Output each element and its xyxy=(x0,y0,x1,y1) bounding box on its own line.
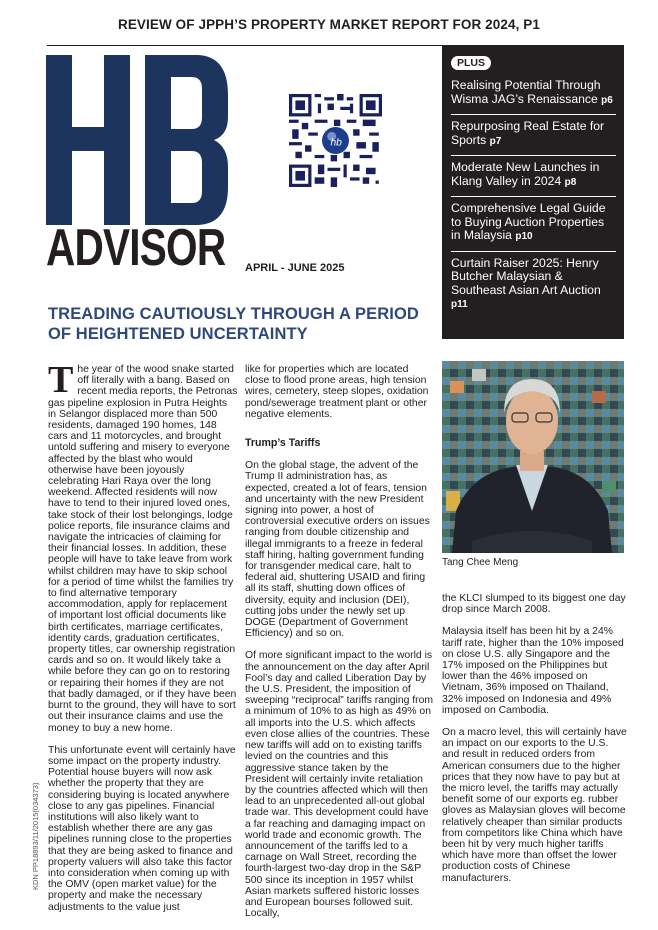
article-paragraph: On a macro level, this will certainly have an impact on our exports to the U.S. and result in reduced orders from American consumers due to the higher prices that they now have to pay but at the micro level, the tariffs may actually benefit some of our exports eg. rubber gloves as Malaysian gloves will become relatively cheaper than similar products from competitors like China which have been hit by very much higher tariffs which have more than offset the lower production costs of Chinese manufacturers. xyxy=(442,727,627,884)
plus-badge: PLUS xyxy=(451,56,491,70)
article-headline: TREADING CAUTIOUSLY THROUGH A PERIOD OF HEIGHTENED UNCERTAINTY xyxy=(48,305,419,343)
photo-caption: Tang Chee Meng xyxy=(442,557,519,568)
article-paragraph: Of more significant impact to the world is the announcement on the day after April Fool’s day and called Liberation Day by the U.S. President, the imposition of sweeping “reciprocal” tariffs ranging from a minimum of 10% to as high as 49% on all imports into the U.S. which affects even close allies of the countries. These new tariffs will add on to existing tariffs levied on the countries and this aggressive stance taken by the President will certainly invite retaliation by the countries affected which will then lead to an unprecedented all-out global trade war. This development could have a far reaching and damaging impact on world trade and economic growth. The announcement of the tariffs led to a carnage on Wall Street, recording the fourth-largest two-day drop in the S&P 500 since its inception in 1957 whilst Asian markets suffered historic losses and European bourses followed suit. Locally, xyxy=(245,650,434,920)
plus-item-page: p8 xyxy=(564,176,577,188)
issue-date: APRIL - JUNE 2025 xyxy=(245,262,345,274)
plus-item-title: Curtain Raiser 2025: Henry Butcher Malaysian & Southeast Asian Art Auction xyxy=(451,255,601,297)
plus-item-title: Comprehensive Legal Guide to Buying Auction Properties in Malaysia xyxy=(451,201,606,242)
plus-contents-panel xyxy=(442,45,624,339)
plus-item-page: p11 xyxy=(451,299,468,310)
plus-item[interactable] xyxy=(451,156,616,197)
plus-item[interactable] xyxy=(451,115,616,156)
article-paragraph xyxy=(48,359,238,734)
article-paragraph: This unfortunate event will certainly have some impact on the property industry. Potential house buyers will now ask whether the property that they are considering buying is located anywhere close to any gas pipelines. Financial institutions will also likely want to establish whether there are any gas pipelines running close to the properties that they are being asked to finance and property valuers will also take this factor into consideration when coming up with the OMV (open market value) for the property and make the necessary adjustments to the value just xyxy=(48,744,236,913)
qr-logo-text: hb xyxy=(330,137,342,149)
plus-item-title: Moderate New Launches in Klang Valley in 2024 xyxy=(451,160,600,188)
plus-item[interactable] xyxy=(451,74,616,115)
logo-b-letter xyxy=(145,55,228,225)
author-photo xyxy=(442,361,624,553)
qr-code-icon[interactable] xyxy=(289,94,382,187)
photo-face xyxy=(506,388,558,454)
article-column-3 xyxy=(442,593,627,895)
article-paragraph: Malaysia itself has been hit by a 24% tariff rate, higher than the 10% imposed on close U.S. ally Singapore and the 17% imposed on the Philippines but lower than the 46% imposed on Vietnam, 36% imposed on Thailand, 32% imposed on Indonesia and 49% imposed on Cambodia. xyxy=(442,626,624,716)
plus-item-page: p6 xyxy=(601,94,613,106)
article-paragraph: On the global stage, the advent of the Trump II administration has, as expected, created a lot of fears, tension and uncertainty with the new President signing into power, a host of controversial executive orders on issues ranging from double citizenship and illegal immigrants to a freeze in federal staff hiring, halting government funding for transgender medical care, halt to federal aid, shuttering USAID and firing all its staff, shutting down offices of diversity, equity and inclusion (DEI), cutting jobs under the newly set up DOGE (Department of Government Efficiency) and so on. xyxy=(245,460,430,640)
page-header-title: REVIEW OF JPPH’S PROPERTY MARKET REPORT FOR 2024, P1 xyxy=(117,17,541,32)
section-subhead: Trump’s Tariffs xyxy=(245,437,321,450)
plus-item[interactable] xyxy=(451,252,616,319)
plus-item-page: p7 xyxy=(489,135,502,147)
article-paragraph: like for properties which are located close to flood prone areas, high tension wires, cemetery, steep slopes, oxidation pond/sewerage treatment plant or other negative elements. xyxy=(245,364,429,420)
hb-logo xyxy=(46,55,229,225)
article-paragraph: the KLCI slumped to its biggest one day drop since March 2008. xyxy=(442,593,626,616)
plus-item-title: Realising Potential Through Wisma JAG’s Renaissance xyxy=(451,78,601,106)
plus-item-title: Repurposing Real Estate for Sports xyxy=(451,119,605,147)
article-column-2 xyxy=(245,364,435,930)
plus-item-page: p10 xyxy=(515,231,533,242)
paragraph-text: he year of the wood snake started off literally with a bang. Based on recent media reports, the Petronas gas pipeline explosion in Putra Heights in Selangor displaced more than 500 residents, damaged 190 homes, 148 cars and 11 motorcycles, and brought untold suffering and misery to everyone affected by the blast who would otherwise have been joyously celebrating Hari Raya over the long weekend. Affected residents will now have to tend to their injured loved ones, take stock of their lost belongings, lodge police reports, file insurance claims and navigate the intricacies of claiming for their financial losses. In addition, these people will have to take leave from work whilst children may have to skip school for a period of time whilst the families try to find alternative temporary accommodation, apply for replacement of important lost official documents like birth certificates, marriage certificates, identity cards, graduation certificates, property titles, car ownership registration cards and so on. It would likely take a while before they can go on to restoring or repairing their homes if they are not that badly damaged, or if they have been burnt to the ground, they will have to sort out their insurance claims and use the money to buy a new home. xyxy=(48,364,238,734)
drop-cap: T xyxy=(48,359,74,401)
logo-h-bar xyxy=(66,127,110,151)
kdn-registration-number: KDN PP18893/11/2015(034373) xyxy=(31,782,40,890)
plus-item[interactable] xyxy=(451,197,616,252)
advisor-wordmark: ADVISOR xyxy=(46,219,226,277)
article-column-1 xyxy=(48,359,238,924)
